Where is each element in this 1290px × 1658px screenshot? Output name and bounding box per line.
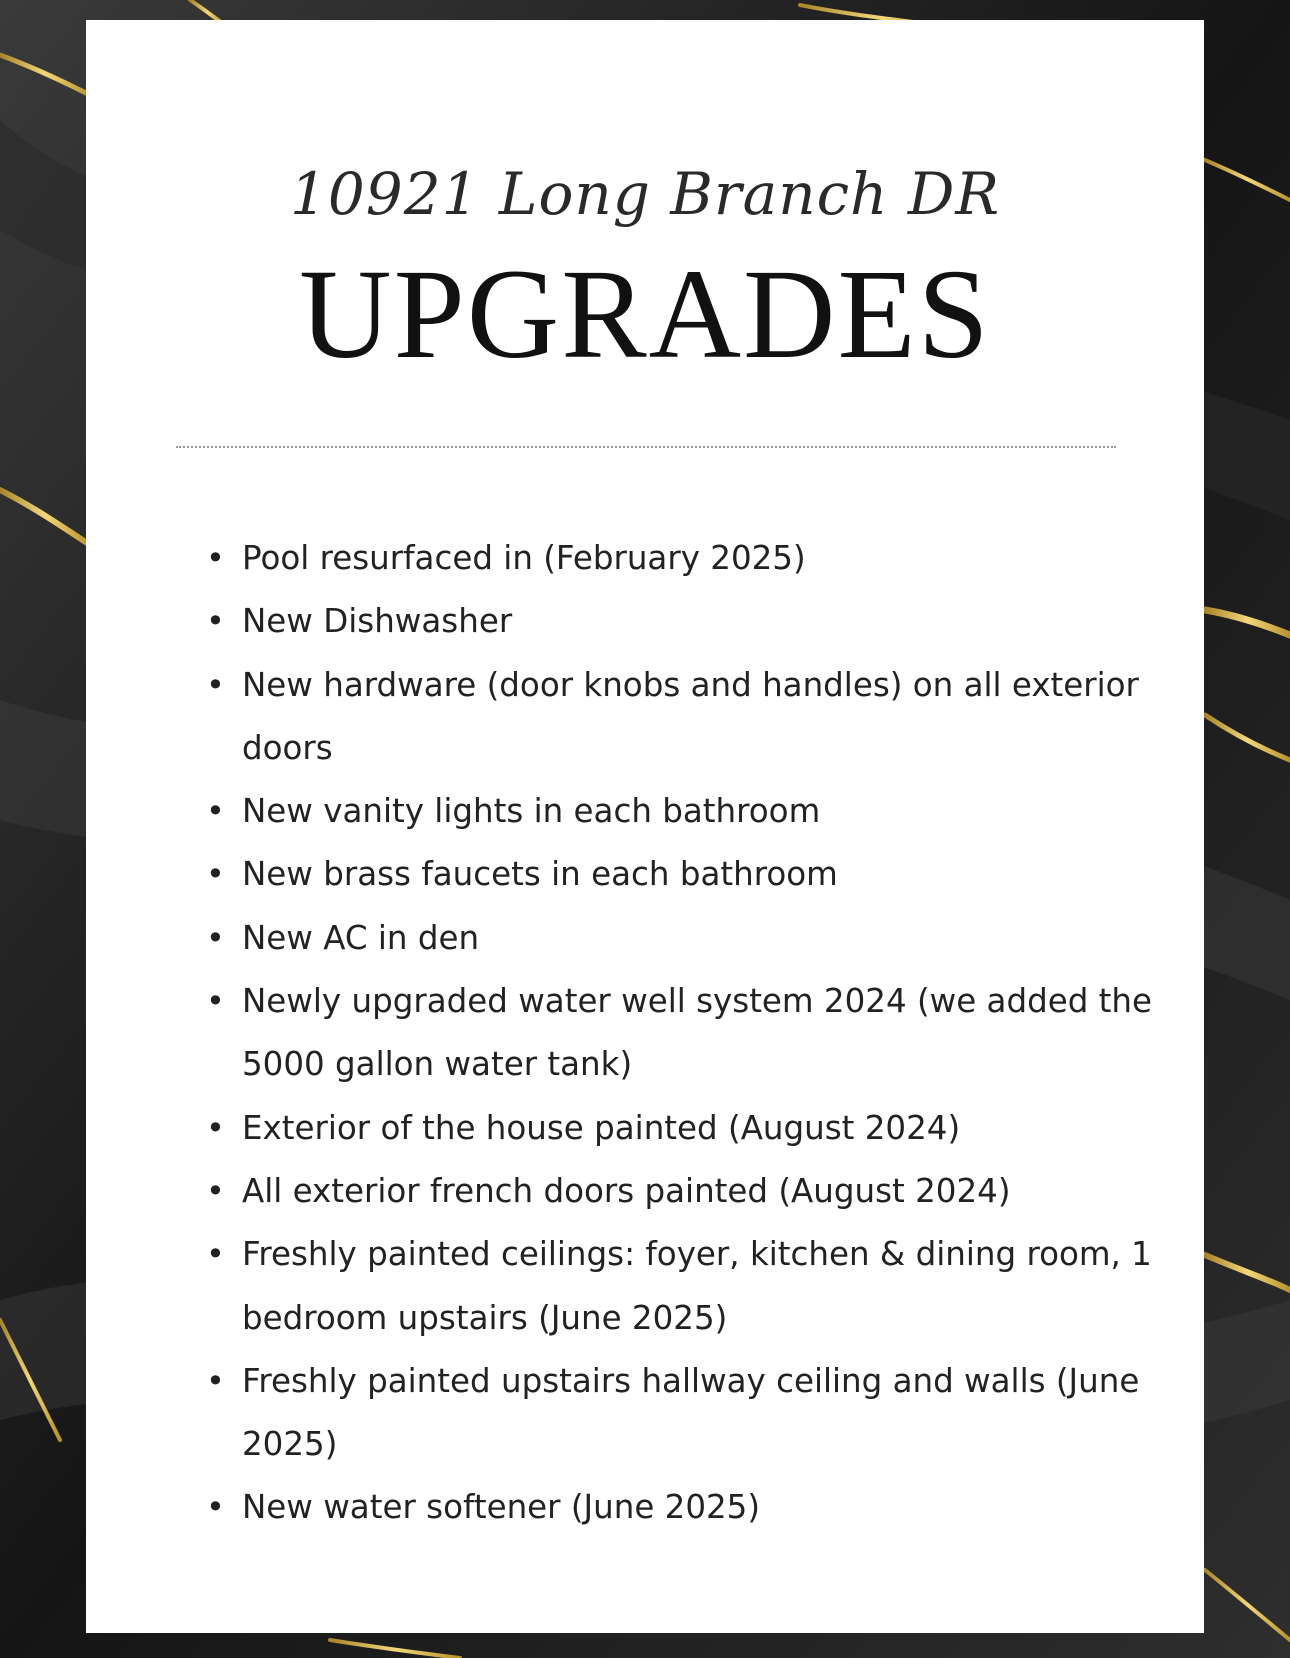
bullet-icon: • bbox=[206, 665, 225, 704]
item-text: New AC in den bbox=[242, 918, 480, 957]
list-item bbox=[206, 654, 1182, 781]
bullet-icon: • bbox=[206, 1488, 225, 1527]
list-item bbox=[206, 843, 1182, 906]
upgrades-card bbox=[86, 20, 1204, 1633]
bullet-icon: • bbox=[206, 1361, 225, 1400]
bullet-icon: • bbox=[206, 1235, 225, 1274]
list-item bbox=[206, 590, 1182, 653]
item-text: New brass faucets in each bathroom bbox=[242, 855, 838, 894]
item-text: Newly upgraded water well system 2024 (we added the 5000 gallon water tank) bbox=[242, 982, 1153, 1084]
bullet-icon: • bbox=[206, 918, 225, 957]
item-text: Freshly painted upstairs hallway ceiling and walls (June 2025) bbox=[242, 1361, 1140, 1464]
item-text: New Dishwasher bbox=[242, 602, 513, 641]
property-address: 10921 Long Branch DR bbox=[289, 160, 1001, 228]
bullet-icon: • bbox=[206, 982, 225, 1021]
bullet-icon: • bbox=[206, 1108, 225, 1147]
bullet-icon: • bbox=[206, 602, 225, 641]
bullet-icon: • bbox=[206, 539, 225, 577]
page-title: UPGRADES bbox=[299, 243, 991, 385]
list-item bbox=[206, 1160, 1182, 1223]
list-item bbox=[206, 1097, 1182, 1160]
item-text: Pool resurfaced in (February 2025) bbox=[242, 539, 806, 577]
list-item bbox=[206, 907, 1182, 970]
list-item bbox=[206, 970, 1182, 1097]
list-item bbox=[206, 1350, 1182, 1477]
upgrades-list bbox=[206, 527, 1182, 1540]
list-item bbox=[206, 780, 1182, 843]
list-item bbox=[206, 527, 1182, 590]
item-text: All exterior french doors painted (August 2024) bbox=[242, 1171, 1011, 1210]
bullet-icon: • bbox=[206, 855, 225, 894]
bullet-icon: • bbox=[206, 1171, 225, 1210]
item-text: Exterior of the house painted (August 2024) bbox=[242, 1108, 961, 1147]
bullet-icon: • bbox=[206, 792, 225, 831]
dotted-divider bbox=[176, 446, 1116, 448]
item-text: New vanity lights in each bathroom bbox=[242, 792, 821, 831]
item-text: New hardware (door knobs and handles) on all exterior doors bbox=[242, 665, 1139, 767]
item-text: Freshly painted ceilings: foyer, kitchen & dining room, 1 bedroom upstairs (June 2025) bbox=[242, 1235, 1152, 1337]
list-item bbox=[206, 1223, 1182, 1350]
item-text: New water softener (June 2025) bbox=[242, 1488, 761, 1527]
list-item bbox=[206, 1476, 1182, 1539]
